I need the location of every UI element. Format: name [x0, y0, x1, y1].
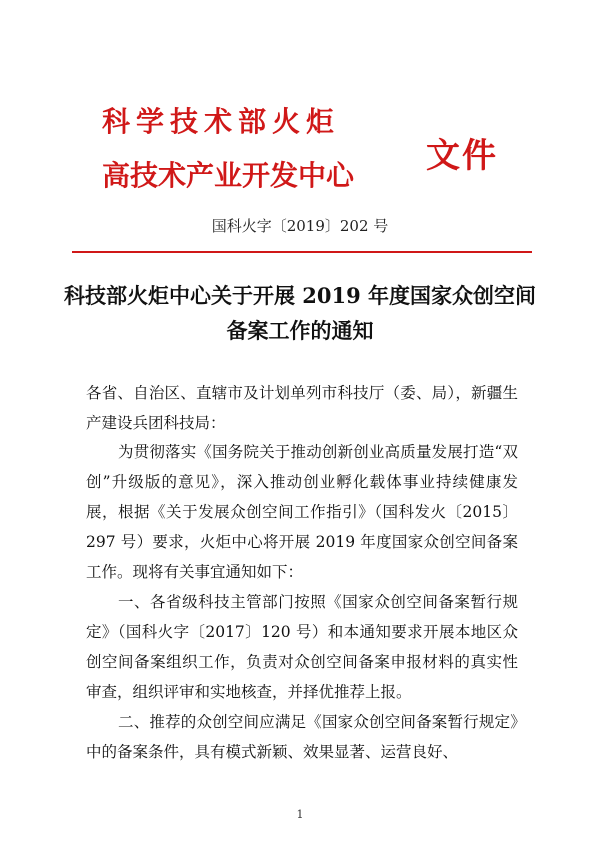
issuer-name — [102, 104, 354, 194]
document-title: 科技部火炬中心关于开展 2019 年度国家众创空间备案工作的通知 — [63, 283, 537, 343]
addressee-paragraph: 各省、自治区、直辖市及计划单列市科技厅（委、局），新疆生产建设兵团科技局： — [86, 384, 518, 432]
document-number: 国科火字〔2019〕202 号 — [211, 217, 389, 235]
issuer-line-1: 科学技术部火炬 — [102, 105, 341, 138]
body-paragraph-1: 为贯彻落实《国务院关于推动创新创业高质量发展打造“双创”升级版的意见》，深入推动创业孵化载体事业持续健康发展，根据《关于发展众创空间工作指引》（国科发火〔2015〕297 号）要求，火炬中心将开展 2019 年度国家众创空间备案工作。现将有关事宜通知如下： — [86, 443, 518, 581]
item-1-paragraph: 一、各省级科技主管部门按照《国家众创空间备案暂行规定》（国科火字〔2017〕120 号）和本通知要求开展本地区众创空间备案组织工作，负责对众创空间备案申报材料的真实性审查，组织评审和实地核查，并择优推荐上报。 — [86, 593, 518, 701]
page-number: 1 — [296, 808, 304, 821]
item-2-paragraph: 二、推荐的众创空间应满足《国家众创空间备案暂行规定》中的备案条件，具有模式新颖、效果显著、运营良好、 — [86, 713, 518, 761]
document-type-label: 文件 — [426, 136, 498, 176]
red-separator-line — [72, 251, 532, 253]
issuer-line-2: 高技术产业开发中心 — [102, 159, 355, 192]
